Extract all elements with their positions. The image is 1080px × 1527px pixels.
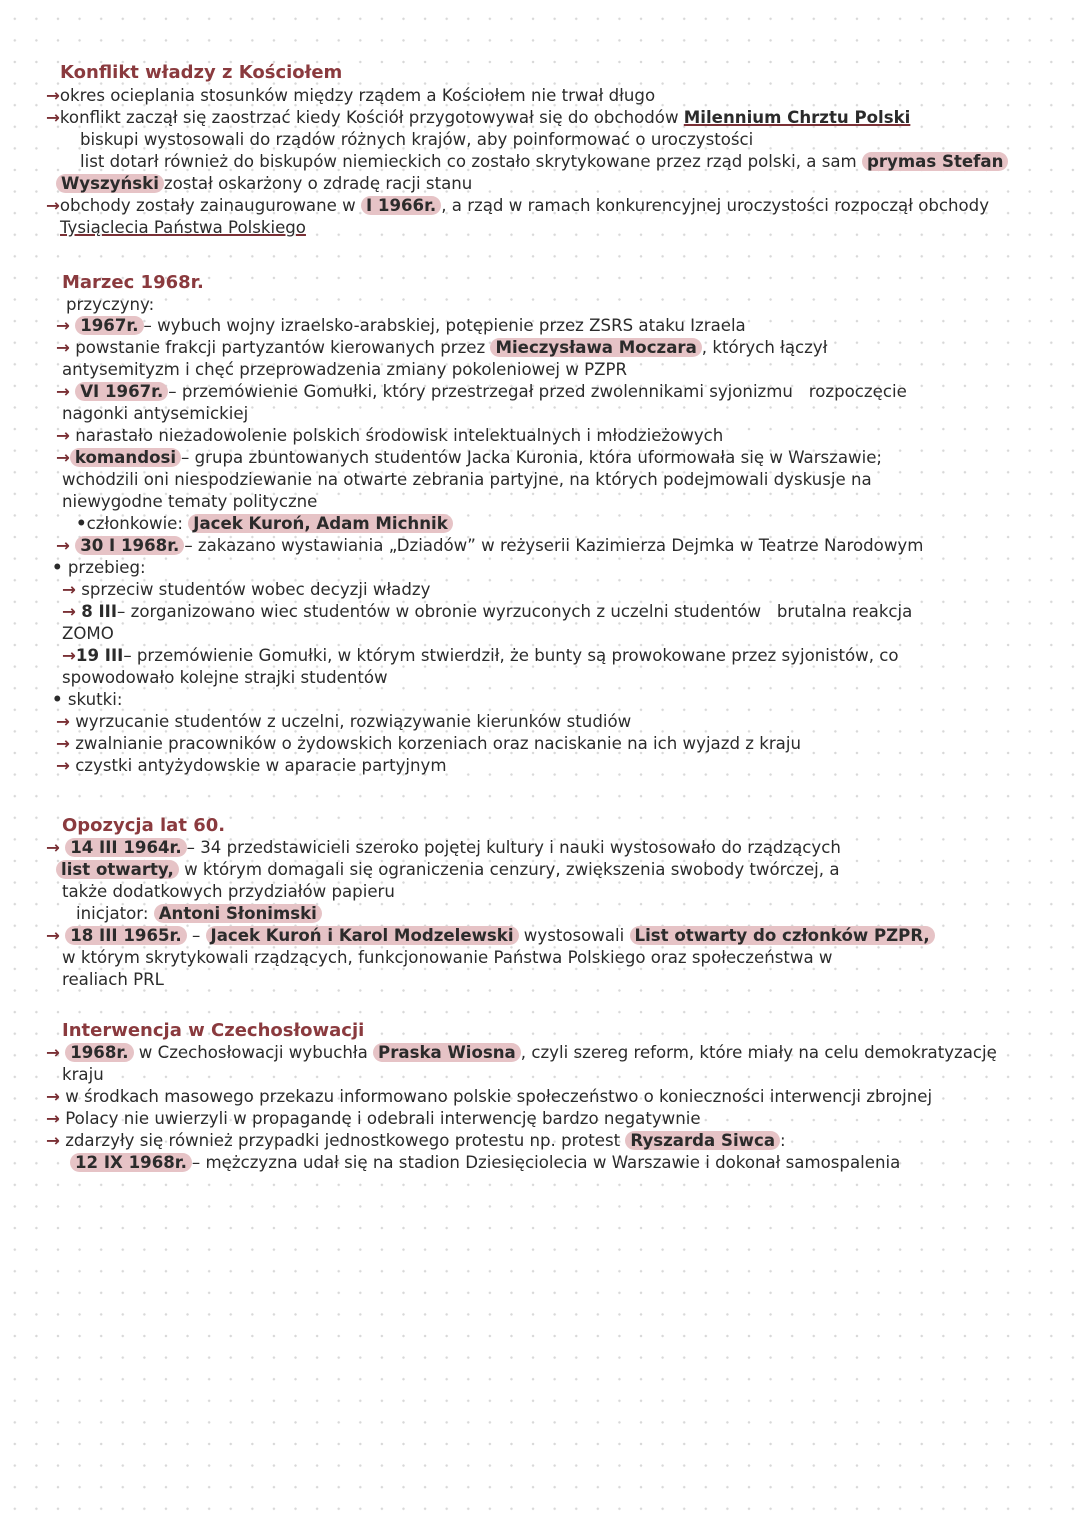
date-label: 8 III	[81, 602, 118, 621]
note-line: → Polacy nie uwierzyli w propagandę i odebrali interwencję bardzo negatywnie	[46, 1109, 701, 1128]
term-milennium: Milennium Chrztu Polski	[683, 108, 911, 127]
note-line: Wyszyński został oskarżony o zdradę racji stanu	[56, 173, 472, 195]
note-line: nagonki antysemickiej	[62, 404, 249, 423]
section-title-interwencja: Interwencja w Czechosłowacji	[62, 1020, 365, 1041]
subheading-przyczyny: przyczyny:	[66, 295, 155, 314]
highlight-kuron-modzelewski: Jacek Kuroń i Karol Modzelewski	[206, 926, 519, 945]
highlight-praska-wiosna: Praska Wiosna	[373, 1043, 521, 1062]
note-line: →19 III– przemówienie Gomułki, w którym stwierdził, że bunty są prowokowane przez syjonistów, co	[62, 646, 899, 665]
arrow-icon: →	[46, 196, 60, 215]
note-line: →obchody zostały zainaugurowane w I 1966r. , a rząd w ramach konkurencyjnej uroczystości rozpoczął obchody	[46, 196, 990, 215]
note-line: → 14 III 1964r. – 34 przedstawicieli szeroko pojętej kultury i nauki wystosowało do rządzących	[46, 838, 841, 857]
term-tysiaclecie: Tysiąclecia Państwa Polskiego	[60, 218, 306, 237]
subheading-skutki: • skutki:	[52, 690, 123, 709]
date-label: 19 III	[75, 646, 124, 665]
note-line: → powstanie frakcji partyzantów kierowanych przez Mieczysława Moczara , których łączył	[56, 338, 828, 357]
arrow-icon: →	[46, 926, 60, 945]
note-line: list otwarty, w którym domagali się ograniczenia cenzury, zwiększenia swobody twórczej, a	[56, 859, 839, 881]
highlight-date: 1967r.	[75, 316, 143, 335]
highlight-moczar: Mieczysława Moczara	[490, 338, 701, 357]
arrow-icon: →	[46, 1109, 60, 1128]
note-line: inicjator: Antoni Słonimski	[76, 903, 322, 925]
note-line: antysemityzm i chęć przeprowadzenia zmiany pokoleniowej w PZPR	[62, 360, 628, 379]
note-line: → komandosi – grupa zbuntowanych studentów Jacka Kuronia, która uformowała się w Warszawie;	[56, 448, 883, 467]
highlight-siwiec: Ryszarda Siwca	[625, 1131, 780, 1150]
bullet-icon: •	[76, 514, 87, 533]
note-line: → 1968r. w Czechosłowacji wybuchła Praska Wiosna , czyli szereg reform, które miały na celu demokratyzację	[46, 1043, 997, 1062]
note-line: → czystki antyżydowskie w aparacie partyjnym	[56, 756, 447, 775]
note-line: → zwalnianie pracowników o żydowskich korzeniach oraz naciskanie na ich wyjazd z kraju	[56, 734, 801, 753]
highlight-prymas: prymas Stefan	[862, 152, 1008, 171]
arrow-icon: →	[62, 602, 76, 621]
highlight-date: 30 I 1968r.	[75, 536, 184, 555]
section-title-konflikt: Konflikt władzy z Kościołem	[60, 62, 343, 83]
note-line: niewygodne tematy polityczne	[62, 492, 318, 511]
highlight-date: 14 III 1964r.	[65, 838, 186, 857]
note-line: → VI 1967r. – przemówienie Gomułki, który przestrzegał przed zwolennikami syjonizmu rozpoczęcie	[56, 382, 907, 401]
note-line: → 18 III 1965r. – Jacek Kuroń i Karol Modzelewski wystosowali List otwarty do członków PZPR,	[46, 925, 935, 947]
arrow-icon: →	[56, 316, 70, 335]
note-line: kraju	[62, 1065, 104, 1084]
note-line: realiach PRL	[62, 970, 164, 989]
highlight-komandosi: komandosi	[70, 448, 181, 467]
note-line: wchodzili oni niespodziewanie na otwarte zebrania partyjne, na których podejmowali dyskusje na	[62, 470, 872, 489]
highlight-list-pzpr: List otwarty do członków PZPR,	[630, 926, 935, 945]
note-line: w którym skrytykowali rządzących, funkcjonowanie Państwa Polskiego oraz społeczeństwa w	[62, 948, 833, 967]
highlight-date: VI 1967r.	[75, 382, 168, 401]
note-line	[60, 217, 306, 239]
note-line: •członkowie: Jacek Kuroń, Adam Michnik	[76, 513, 453, 535]
arrow-icon: →	[56, 734, 70, 753]
bullet-icon: •	[52, 558, 63, 577]
highlight-date: 18 III 1965r.	[65, 926, 186, 945]
note-line: → wyrzucanie studentów z uczelni, rozwiązywanie kierunków studiów	[56, 712, 632, 731]
note-line: → zdarzyły się również przypadki jednostkowego protestu np. protest Ryszarda Siwca :	[46, 1131, 786, 1150]
arrow-icon: →	[56, 448, 70, 467]
arrow-icon: →	[56, 382, 70, 401]
note-line: 12 IX 1968r. – mężczyzna udał się na stadion Dziesięciolecia w Warszawie i dokonał samospalenia	[70, 1152, 900, 1174]
note-line: ZOMO	[62, 624, 114, 643]
note-line: → sprzeciw studentów wobec decyzji władzy	[62, 580, 431, 599]
highlight-wyszynski: Wyszyński	[56, 174, 164, 193]
arrow-icon: →	[46, 838, 60, 857]
note-line: → w środkach masowego przekazu informowano polskie społeczeństwo o konieczności interwencji zbrojnej	[46, 1087, 933, 1106]
arrow-icon: →	[46, 1131, 60, 1150]
arrow-icon: →	[46, 1087, 60, 1106]
note-line: → 30 I 1968r. – zakazano wystawiania „Dziadów” w reżyserii Kazimierza Dejmka w Teatrze Narodowym	[56, 536, 924, 555]
section-title-marzec: Marzec 1968r.	[62, 272, 204, 293]
arrow-icon: →	[56, 536, 70, 555]
note-line: → 8 III– zorganizowano wiec studentów w obronie wyrzuconych z uczelni studentów brutalna reakcja	[62, 602, 913, 621]
section-title-opozycja: Opozycja lat 60.	[62, 815, 226, 836]
arrow-icon: →	[46, 86, 60, 105]
highlight-date: 12 IX 1968r.	[70, 1153, 192, 1172]
arrow-icon: →	[56, 756, 70, 775]
note-line: także dodatkowych przydziałów papieru	[62, 882, 395, 901]
highlight-members: Jacek Kuroń, Adam Michnik	[188, 514, 453, 533]
arrow-icon: →	[46, 108, 60, 127]
note-line: → narastało niezadowolenie polskich środowisk intelektualnych i młodzieżowych	[56, 426, 724, 445]
arrow-icon: →	[56, 426, 70, 445]
note-line: spowodowało kolejne strajki studentów	[62, 668, 388, 687]
note-line: list dotarł również do biskupów niemieckich co zostało skrytykowane przez rząd polski, a sam prymas Stefan	[80, 151, 1008, 173]
arrow-icon: →	[62, 646, 76, 665]
arrow-icon: →	[46, 1043, 60, 1062]
note-line: biskupi wystosowali do rządów różnych krajów, aby poinformować o uroczystości	[80, 130, 754, 149]
highlight-date: 1968r.	[65, 1043, 133, 1062]
note-line: → 1967r. – wybuch wojny izraelsko-arabskiej, potępienie przez ZSRS ataku Izraela	[56, 316, 746, 335]
note-line: →okres ocieplania stosunków między rządem a Kościołem nie trwał długo	[46, 86, 656, 105]
highlight-list-otwarty: list otwarty,	[56, 860, 179, 879]
note-line: →konflikt zaczął się zaostrzać kiedy Kościół przygotowywał się do obchodów Milennium Chrztu Polski	[46, 108, 911, 127]
subheading-przebieg: • przebieg:	[52, 558, 146, 577]
highlight-date: I 1966r.	[361, 196, 441, 215]
arrow-icon: →	[56, 338, 70, 357]
highlight-slonimski: Antoni Słonimski	[154, 904, 322, 923]
arrow-icon: →	[56, 712, 70, 731]
arrow-icon: →	[62, 580, 76, 599]
bullet-icon: •	[52, 690, 63, 709]
